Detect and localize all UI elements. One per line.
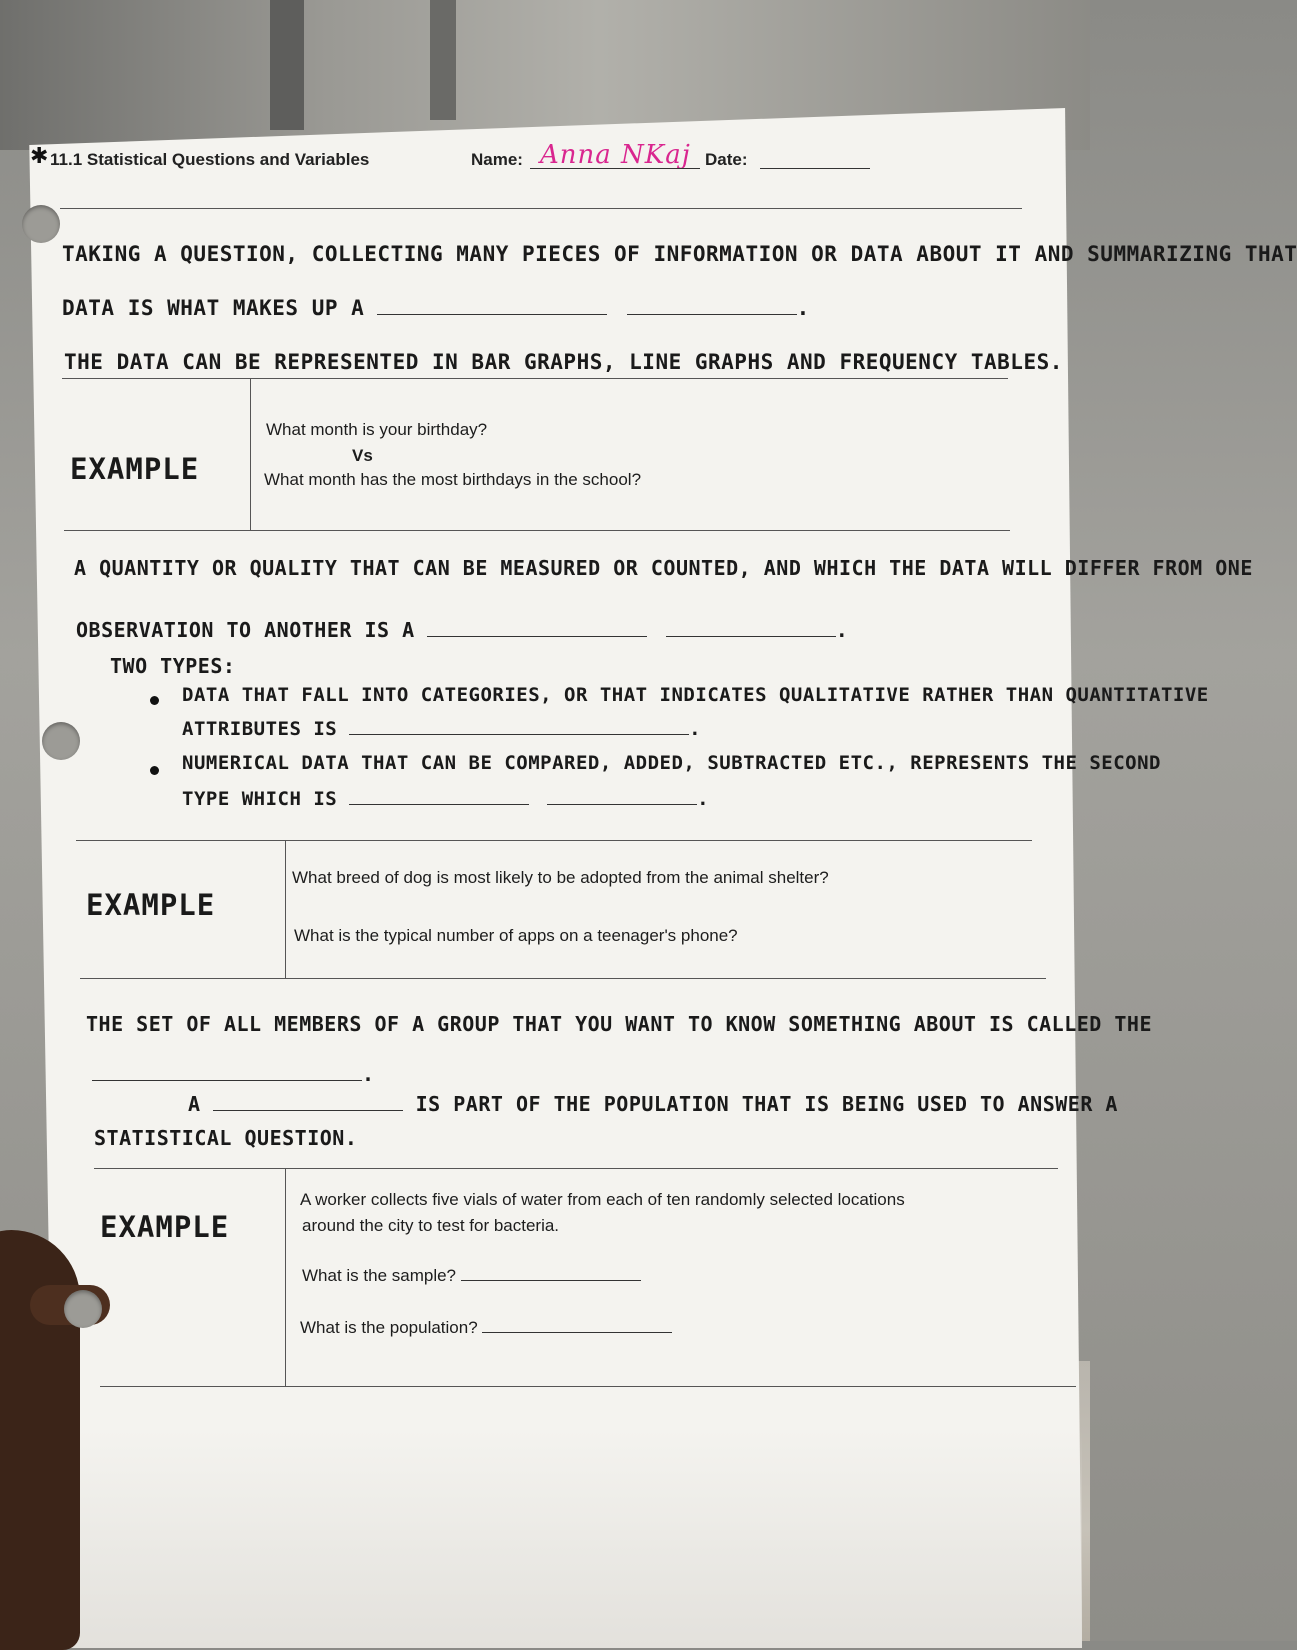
- example1-question1: What month is your birthday?: [266, 420, 488, 439]
- section1-blank-a[interactable]: [377, 314, 607, 315]
- section2-blank-b[interactable]: [666, 636, 836, 637]
- bullet1-line2-suffix: .: [689, 718, 702, 740]
- bullet-icon: [150, 696, 159, 705]
- bullet2-line1: NUMERICAL DATA THAT CAN BE COMPARED, ADDED, SUBTRACTED ETC., REPRESENTS THE SECOND: [182, 752, 1161, 774]
- population-answer-blank[interactable]: [482, 1332, 672, 1333]
- section2-line1: A QUANTITY OR QUALITY THAT CAN BE MEASURED OR COUNTED, AND WHICH THE DATA WILL DIFFER FROM ONE: [74, 556, 1253, 580]
- section3-line2: [92, 1062, 375, 1086]
- section3-line3: [188, 1092, 1118, 1116]
- date-blank: [760, 168, 870, 169]
- sample-question: [302, 1266, 641, 1286]
- section1-line2-prefix: DATA IS WHAT MAKES UP A: [62, 296, 365, 320]
- example1-vs: Vs: [352, 446, 373, 465]
- section3-line3-prefix: A: [188, 1092, 201, 1116]
- table-border: [76, 840, 1032, 841]
- bullet1-line2-prefix: ATTRIBUTES IS: [182, 718, 338, 740]
- section2-line2: [76, 618, 848, 642]
- example3-label: EXAMPLE: [100, 1210, 230, 1244]
- sample-blank[interactable]: [213, 1110, 403, 1111]
- example3-scenario-line1: A worker collects five vials of water from each of ten randomly selected locations: [300, 1190, 905, 1209]
- name-value: Anna NKaj: [540, 140, 691, 170]
- section1-blank-b[interactable]: [627, 314, 797, 315]
- punch-hole: [22, 205, 60, 243]
- sample-question-text: What is the sample?: [302, 1266, 457, 1285]
- section3-line2-suffix: .: [362, 1062, 375, 1086]
- star-icon: ✱: [30, 144, 49, 169]
- bullet1-line1: DATA THAT FALL INTO CATEGORIES, OR THAT INDICATES QUALITATIVE RATHER THAN QUANTITATIVE: [182, 684, 1209, 706]
- example1-question2: What month has the most birthdays in the school?: [264, 470, 642, 489]
- name-blank: [530, 168, 700, 169]
- table-divider: [285, 840, 286, 978]
- table-border: [94, 1168, 1058, 1169]
- table-divider: [250, 378, 251, 530]
- sample-answer-blank[interactable]: [461, 1280, 641, 1281]
- worksheet-title: 11.1 Statistical Questions and Variables: [50, 150, 370, 169]
- table-border: [100, 1386, 1076, 1387]
- background-chair-leg: [270, 0, 304, 130]
- section1-line3: THE DATA CAN BE REPRESENTED IN BAR GRAPHS, LINE GRAPHS AND FREQUENCY TABLES.: [64, 350, 1063, 374]
- bullet2-blank-a[interactable]: [349, 804, 529, 805]
- example2-question1: What breed of dog is most likely to be adopted from the animal shelter?: [292, 868, 829, 887]
- punch-hole: [64, 1290, 102, 1328]
- section2-line2-prefix: OBSERVATION TO ANOTHER IS A: [76, 618, 415, 642]
- section2-blank-a[interactable]: [427, 636, 647, 637]
- background-chair-leg: [430, 0, 456, 120]
- date-label: Date:: [705, 150, 748, 169]
- section1-line2-suffix: .: [796, 296, 810, 320]
- two-types-label: TWO TYPES:: [110, 654, 236, 678]
- punch-hole: [42, 722, 80, 760]
- name-label: Name:: [471, 150, 523, 169]
- table-divider: [285, 1168, 286, 1386]
- bullet-icon: [150, 766, 159, 775]
- bullet2-line2-prefix: TYPE WHICH IS: [182, 788, 338, 810]
- table-border: [62, 378, 1008, 379]
- table-border: [80, 978, 1046, 979]
- paper-shadow: [24, 1430, 1082, 1648]
- population-question-text: What is the population?: [300, 1318, 478, 1337]
- section3-line3-suffix: IS PART OF THE POPULATION THAT IS BEING USED TO ANSWER A: [415, 1092, 1118, 1116]
- table-border: [64, 530, 1010, 531]
- bullet1-line2: [182, 718, 701, 740]
- bullet2-blank-b[interactable]: [547, 804, 697, 805]
- example1-label: EXAMPLE: [70, 452, 200, 486]
- population-blank[interactable]: [92, 1080, 362, 1081]
- population-question: [300, 1318, 672, 1338]
- section2-line2-suffix: .: [835, 618, 849, 642]
- example2-label: EXAMPLE: [86, 888, 216, 922]
- bullet1-blank[interactable]: [349, 734, 689, 735]
- table-border: [60, 208, 1022, 209]
- section3-line1: THE SET OF ALL MEMBERS OF A GROUP THAT YOU WANT TO KNOW SOMETHING ABOUT IS CALLED THE: [86, 1012, 1152, 1036]
- section3-line4: STATISTICAL QUESTION.: [94, 1126, 358, 1150]
- bullet2-line2: [182, 788, 709, 810]
- example3-scenario-line2: around the city to test for bacteria.: [302, 1216, 560, 1235]
- section1-line1: TAKING A QUESTION, COLLECTING MANY PIECES OF INFORMATION OR DATA ABOUT IT AND SUMMARIZING THAT: [62, 242, 1297, 266]
- section1-line2: [62, 296, 810, 320]
- example2-question2: What is the typical number of apps on a teenager's phone?: [294, 926, 738, 945]
- bullet2-line2-suffix: .: [697, 788, 710, 810]
